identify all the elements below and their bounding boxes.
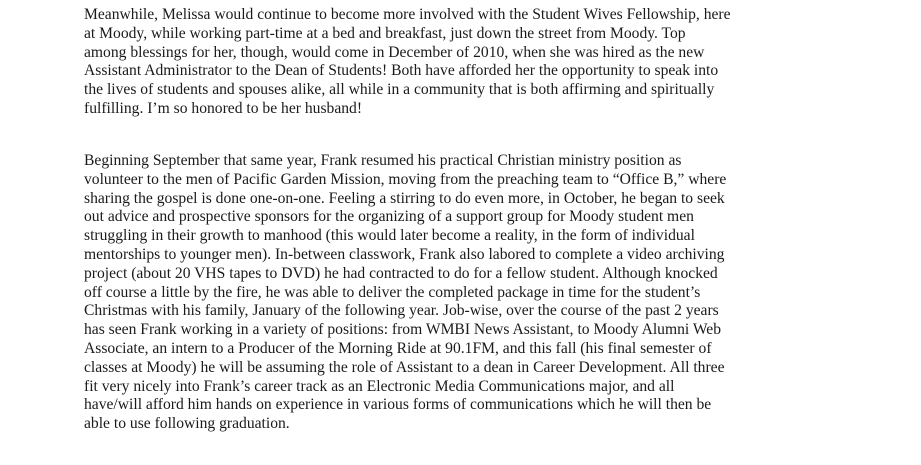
text-line: Assistant Administrator to the Dean of Students! Both have afforded her the opportunity to speak into: [84, 62, 719, 80]
text-line: fulfilling. I’m so honored to be her husband!: [84, 99, 363, 117]
text-line: fit very nicely into Frank’s career track as an Electronic Media Communications major, and all: [84, 377, 675, 395]
text-line: Beginning September that same year, Frank resumed his practical Christian ministry position as: [84, 152, 682, 169]
paragraph-frank: [84, 152, 884, 434]
text-line: out advice and prospective sponsors for the organizing of a support group for Moody student men: [84, 208, 694, 226]
text-line: mentorships to younger men). In-between classwork, Frank also labored to complete a video archiving: [84, 245, 725, 263]
text-line: sharing the gospel is done one-on-one. Feeling a stirring to do even more, in October, he began to seek: [84, 189, 725, 207]
text-line: Associate, an intern to a Producer of the Morning Ride at 90.1FM, and this fall (his final semester of: [84, 339, 712, 357]
text-line: volunteer to the men of Pacific Garden Mission, moving from the preaching team to “Office B,” where: [84, 170, 727, 188]
text-line: classes at Moody) he will be assuming the role of Assistant to a dean in Career Development. All three: [84, 358, 725, 376]
text-line: struggling in their growth to manhood (this would later become a reality, in the form of individual: [84, 227, 695, 245]
text-line: Meanwhile, Melissa would continue to become more involved with the Student Wives Fellowship, here: [84, 6, 731, 23]
text-line: at Moody, while working part-time at a bed and breakfast, just down the street from Moody. Top: [84, 24, 686, 42]
text-line: able to use following graduation.: [84, 415, 290, 433]
text-line: off course a little by the fire, he was able to deliver the completed package in time for the student’s: [84, 283, 701, 301]
text-line: the lives of students and spouses alike, all while in a community that is both affirming and spiritually: [84, 81, 715, 99]
text-line: among blessings for her, though, would come in December of 2010, when she was hired as the new: [84, 43, 705, 61]
text-line: project (about 20 VHS tapes to DVD) he had contracted to do for a fellow student. Although knocked: [84, 264, 718, 282]
paragraph-melissa: [84, 6, 884, 119]
text-line: have/will afford him hands on experience in various forms of communications which he will then be: [84, 396, 712, 414]
text-line: Christmas with his family, January of the following year. Job-wise, over the course of the past 2 years: [84, 302, 719, 320]
text-line: has seen Frank working in a variety of positions: from WMBI News Assistant, to Moody Alumni Web: [84, 321, 722, 339]
